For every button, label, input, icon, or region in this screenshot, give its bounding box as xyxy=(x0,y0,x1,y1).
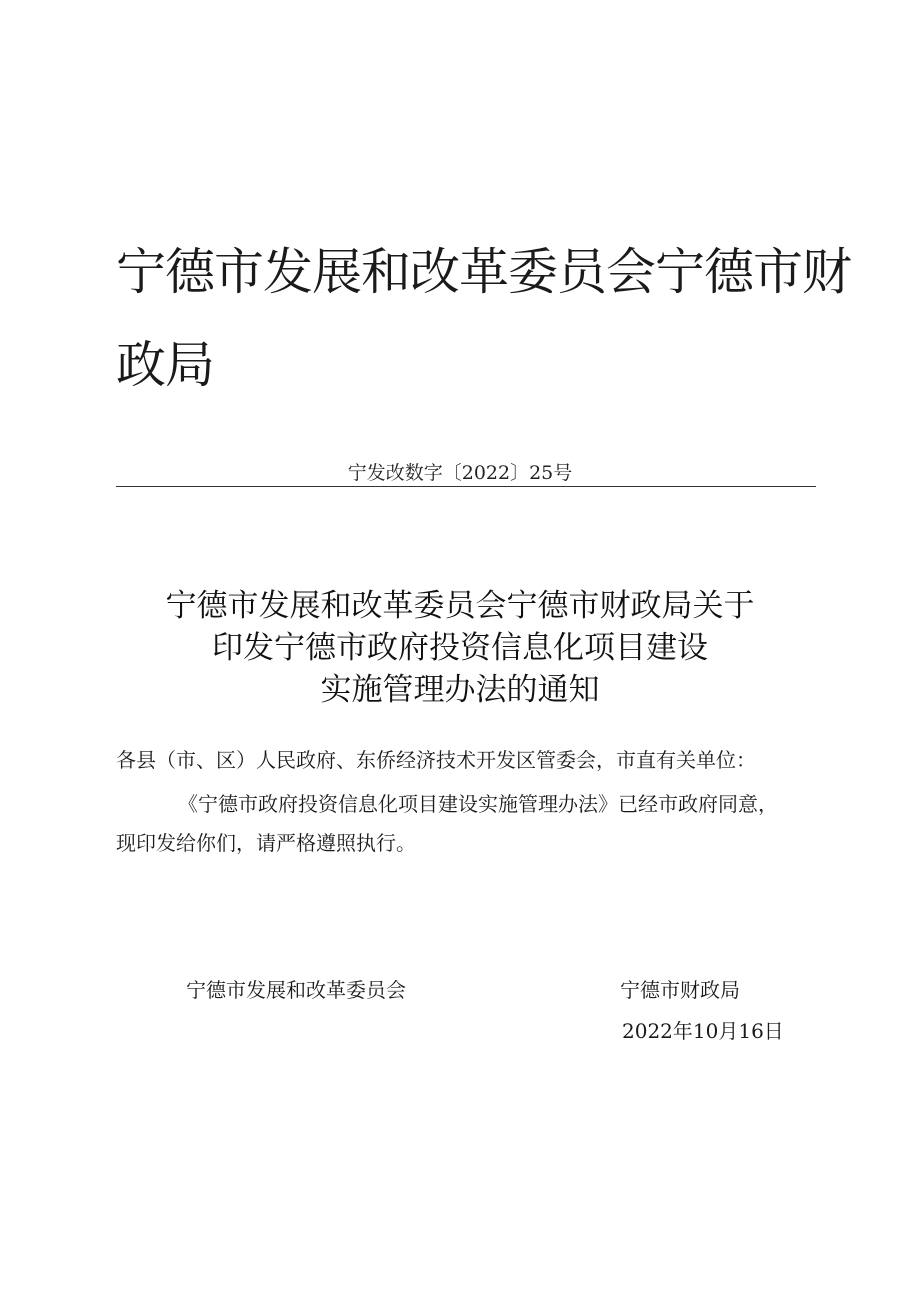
signature-issuer-1: 宁德市发展和改革委员会 xyxy=(186,978,406,1002)
signature-issuer-2: 宁德市财政局 xyxy=(620,978,740,1002)
addressee: 各县（市、区）人民政府、东侨经济技术开发区管委会，市直有关单位： xyxy=(116,748,756,772)
body-paragraph-line-1: 《宁德市政府投资信息化项目建设实施管理办法》已经市政府同意， xyxy=(178,792,778,816)
issuer-heading-line-1: 宁德市发展和改革委员会宁德市财 xyxy=(116,243,851,301)
document-title-line-2: 印发宁德市政府投资信息化项目建设 xyxy=(212,630,708,666)
document-title-line-3: 实施管理办法的通知 xyxy=(320,672,600,708)
issuer-heading-line-2: 政局 xyxy=(116,336,214,394)
document-title-line-1: 宁德市发展和改革委员会宁德市财政局关于 xyxy=(165,588,755,624)
issue-date: 2022年10月16日 xyxy=(622,1019,784,1043)
body-paragraph-line-2: 现印发给你们，请严格遵照执行。 xyxy=(116,831,416,855)
header-divider xyxy=(116,486,816,487)
document-number: 宁发改数字〔2022〕25号 xyxy=(347,462,573,484)
